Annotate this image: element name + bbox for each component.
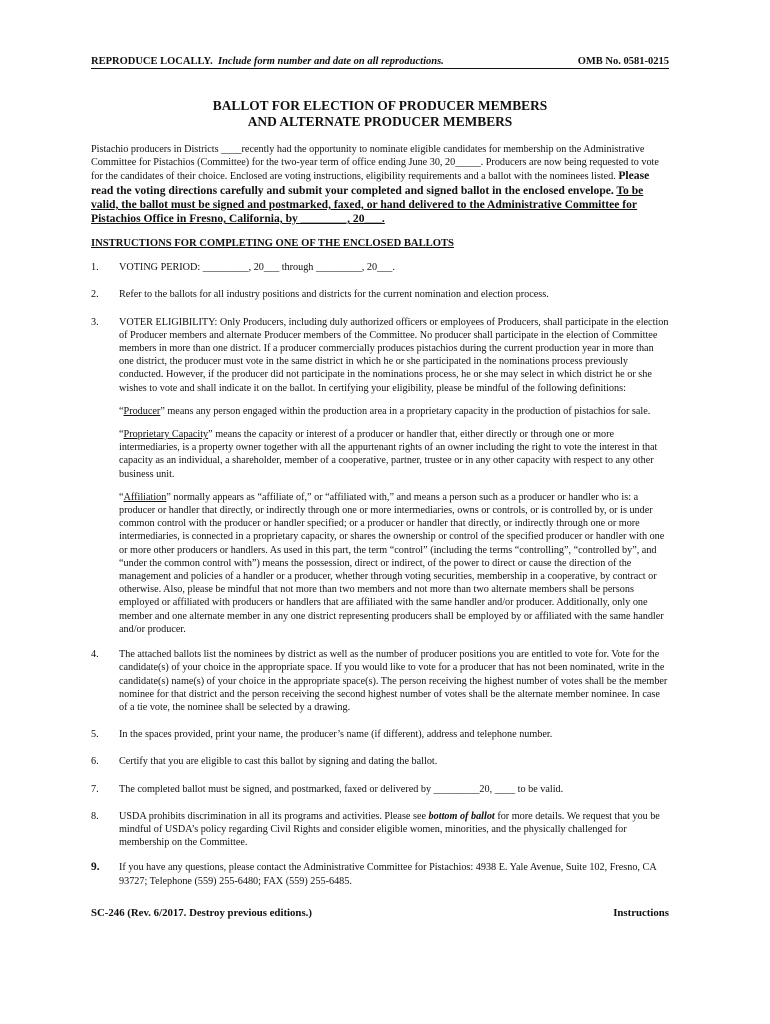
instruction-item-5: 5. In the spaces provided, print your name, the producer’s name (if different), address and telephone number. bbox=[91, 729, 553, 741]
form-revision: SC-246 (Rev. 6/2017. Destroy previous editions.) bbox=[91, 906, 312, 919]
definition-affiliation: “Affiliation” normally appears as “affiliate of,” or “affiliated with,” and means a person such as a producer or handler who is: a producer or handler that directly, or indirectly through one or more intermediaries, owns or controls, or is controlled by, or is under common control with the producer or handler specified; or a producer or handler that directly, or indirectly through one or more intermediaries, is connected in a proprietary capacity, or shares the ownership or control of the specified producer or handler with one or more other producers or handlers. As used in this part, the term “control” (including the terms “controlling”, “controlled by”, and “under the common control with”) means the possession, direct or indirect, of the power to direct or cause the direction of the management and policies of a handler or a producer, whether through voting securities, membership in a cooperative, by contract or otherwise. Also, please be mindful that not more than two members and not more than two alternate members shall be persons employed or affiliated with producers or handlers that are affiliated with the same handler and/or producer. Additionally, only one member and one alternate member in any one district representing producers shall be employed by or affiliated with the same handler and/or producer. bbox=[119, 491, 665, 635]
document-title: BALLOT FOR ELECTION OF PRODUCER MEMBERS AND ALTERNATE PRODUCER MEMBERS bbox=[212, 98, 548, 129]
instruction-item-4: 4. The attached ballots list the nominees by district as well as the number of producer positions you are entitled to vote for. Vote for the candidate(s) of your choice in the appropriate space. If you would like to vote for a producer that has not been nominated, write in the candidate(s) name(s) of your choice in the appropriate space(s). The person receiving the highest number of votes shall be the member nominee for that district and the person receiving the second highest number of votes shall be the alternate member nominee. In case of a tie vote, the nominee shall be selected by a drawing. bbox=[91, 649, 668, 713]
intro-bold-instruction: Please read the voting directions carefully and submit your completed and signed ballot in the enclosed envelope. bbox=[91, 169, 650, 197]
instruction-item-6: 6. Certify that you are eligible to cast this ballot by signing and dating the ballot. bbox=[91, 756, 438, 768]
form-footer bbox=[91, 907, 669, 919]
form-header bbox=[91, 56, 669, 69]
definition-proprietary-capacity: “Proprietary Capacity” means the capacity or interest of a producer or handler that, either directly or through one or more intermediaries, is a property owner together with all the appurtenant rights of an owner including the right to vote the interest in that capacity as an individual, a shareholder, member of a cooperative, partner, trustee or in any other capacity with respect to any other business unit. bbox=[119, 429, 658, 480]
intro-validity-notice: To be valid, the ballot must be signed and postmarked, faxed, or hand delivered to the Administrative Committee for Pistachios Office in Fresno, California, by ________, 20___. bbox=[91, 183, 644, 226]
document-page bbox=[91, 56, 669, 919]
reproduce-notice: REPRODUCE LOCALLY. Include form number and date on all reproductions. bbox=[91, 56, 444, 67]
instruction-item-9: 9. If you have any questions, please contact the Administrative Committee for Pistachios: 4938 E. Yale Avenue, Suite 102, Fresno, CA 93727; Telephone (559) 255-6480; FAX (559) 255-6485. bbox=[91, 861, 657, 887]
instruction-item-7: 7. The completed ballot must be signed, and postmarked, faxed or delivered by _________20, ____ to be valid. bbox=[91, 783, 564, 795]
instruction-item-8: 8. USDA prohibits discrimination in all its programs and activities. Please see bottom of ballot for more details. We request that you be mindful of USDA’s policy regarding Civil Rights and consider eligible women, minorities, and the physically challenged for membership on the Committee. bbox=[91, 810, 660, 849]
page-label: Instructions bbox=[613, 906, 669, 919]
instruction-item-3: 3. VOTER ELIGIBILITY: Only Producers, including duly authorized officers or employees of Producers, shall participate in the election of Producer members and alternate Producer members of the Committee. No producer shall participate in the election of Committee members in more than one district. If a producer commercially produces pistachios during the current production year in more than one district, the producer must vote in the same district in which he or she participated in the nominations process previously conducted. However, if the producer did not participate in the nominations process, he or she may select in which district he or she wishes to vote and shall indicate it on the ballot. In certifying your eligibility, please be mindful of the following definitions: “Producer” means any person engaged within the production area in a proprietary capacity in the production of pistachios for sale. “Proprietary Capacity” means the capacity or interest of a producer or handler that, either directly or through one or more intermediaries, is a property owner together with all the appurtenant rights of an owner including the right to vote the interest in that capacity as an individual, a shareholder, member of a cooperative, partner, trustee or in any other capacity with respect to any other business unit. “Affiliation” normally appears as “affiliate of,” or “affiliated with,” and means a person such as a producer or handler who is: a producer or handler that directly, or indirectly through one or more intermediaries, owns or controls, or is controlled by, or is under common control with the producer or handler specified; or a producer or handler that directly, or indirectly through one or more intermediaries, is connected in a proprietary capacity, or shares the ownership or control of the specified producer or handler with one or more other producers or handlers. As used in this part, the term “control” (including the terms “controlling”, “controlled by”, and “under the common control with”) means the possession, direct or indirect, of the power to direct or cause the direction of the management and policies of a handler or a producer, whether through voting securities, membership in a cooperative, by contract or otherwise. Also, please be mindful that not more than two members and not more than two alternate members shall be persons employed or affiliated with producers or handlers that are affiliated with the same handler and/or producer. Additionally, only one member and one alternate member in any one district representing producers shall be employed by or affiliated with the same handler and/or producer. bbox=[91, 316, 669, 635]
instruction-item-1: 1. VOTING PERIOD: _________, 20___ through _________, 20___. bbox=[91, 262, 395, 274]
intro-paragraph: Pistachio producers in Districts ____recently had the opportunity to nominate eligible candidates for membership on the Administrative Committee for Pistachios (Committee) for the two-year term of office ending June 30, 20_____. Producers are now being requested to vote for the candidates of their choice. Enclosed are voting instructions, eligibility requirements and a ballot with the nominees listed. Please read the voting directions carefully and submit your completed and signed ballot in the enclosed envelope. To be valid, the ballot must be signed and postmarked, faxed, or hand delivered to the Administrative Committee for Pistachios Office in Fresno, California, by ________, 20___. bbox=[91, 144, 659, 226]
definition-producer: “Producer” means any person engaged within the production area in a proprietary capacity in the production of pistachios for sale. bbox=[119, 405, 651, 417]
omb-number: OMB No. 0581-0215 bbox=[577, 56, 669, 67]
instructions-heading: INSTRUCTIONS FOR COMPLETING ONE OF THE ENCLOSED BALLOTS bbox=[91, 238, 454, 250]
instruction-item-2: 2. Refer to the ballots for all industry positions and districts for the current nomination and election process. bbox=[91, 289, 549, 301]
bottom-of-ballot-emphasis: bottom of ballot bbox=[428, 810, 495, 822]
